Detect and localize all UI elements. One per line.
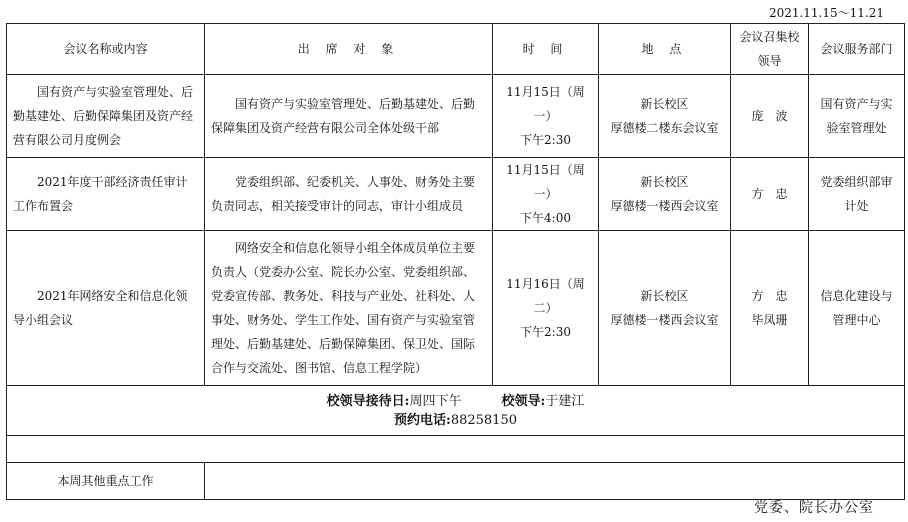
meeting-name: 2021年网络安全和信息化领导小组会议	[7, 231, 205, 386]
meeting-row	[7, 231, 905, 386]
meeting-place	[599, 158, 731, 231]
date-range: 2021.11.15～11.21	[768, 6, 884, 20]
meeting-name: 2021年度干部经济责任审计工作布置会	[7, 158, 205, 231]
header-time: 时 间	[493, 24, 599, 75]
other-work-content	[205, 463, 905, 500]
blank-row	[7, 436, 905, 463]
meeting-attendees: 国有资产与实验室管理处、后勤基建处、后勤保障集团及资产经营有限公司全体处级干部	[205, 75, 493, 158]
reception-leader-value: 于建江	[545, 393, 585, 409]
meeting-dept: 国有资产与实验室管理处	[809, 75, 905, 158]
reception-info	[7, 386, 905, 436]
reception-day-label: 校领导接待日:	[326, 393, 410, 409]
meeting-room: 厚德楼一楼西会议室	[610, 199, 719, 213]
meeting-campus: 新长校区	[640, 289, 689, 303]
meeting-row	[7, 75, 905, 158]
footer-organization: 党委、院长办公室	[754, 500, 874, 516]
meeting-row	[7, 158, 905, 231]
meeting-date: 11月15日（周一）	[506, 163, 585, 201]
reception-row	[7, 386, 905, 436]
meeting-time	[493, 158, 599, 231]
reception-phone-label: 预约电话:	[394, 412, 451, 428]
reception-line-2	[13, 411, 898, 430]
meeting-hour: 下午4:00	[520, 211, 571, 225]
meeting-date: 11月16日（周二）	[506, 277, 585, 315]
reception-line-1	[13, 392, 898, 411]
convener-name: 毕凤珊	[751, 313, 788, 327]
header-name: 会议名称或内容	[7, 24, 205, 75]
reception-day-value: 周四下午	[409, 393, 462, 409]
meeting-campus: 新长校区	[640, 175, 689, 189]
meeting-attendees: 党委组织部、纪委机关、人事处、财务处主要负责同志，相关接受审计的同志，审计小组成员	[205, 158, 493, 231]
header-row	[7, 24, 905, 75]
meeting-dept: 党委组织部审计处	[809, 158, 905, 231]
meeting-hour: 下午2:30	[520, 133, 571, 147]
convener-name: 方 忠	[751, 289, 788, 303]
meeting-attendees: 网络安全和信息化领导小组全体成员单位主要负责人（党委办公室、院长办公室、党委组织部、党委宣传部、教务处、科技与产业处、社科处、人事处、财务处、学生工作处、国有资产与实验室管理处、后勤基建处、后勤保障集团、保卫处、国际合作与交流处、图书馆、信息工程学院）	[205, 231, 493, 386]
meeting-name: 国有资产与实验室管理处、后勤基建处、后勤保障集团及资产经营有限公司月度例会	[7, 75, 205, 158]
meeting-place	[599, 75, 731, 158]
meeting-date: 11月15日（周一）	[506, 85, 585, 123]
meeting-convener	[731, 75, 809, 158]
meeting-time	[493, 231, 599, 386]
meeting-convener	[731, 231, 809, 386]
meeting-room: 厚德楼二楼东会议室	[610, 121, 719, 135]
header-convener: 会议召集校领导	[731, 24, 809, 75]
meeting-campus: 新长校区	[640, 97, 689, 111]
header-attendees: 出 席 对 象	[205, 24, 493, 75]
other-work-label: 本周其他重点工作	[7, 463, 205, 500]
header-dept: 会议服务部门	[809, 24, 905, 75]
reception-phone-value: 88258150	[450, 412, 517, 428]
meeting-dept: 信息化建设与管理中心	[809, 231, 905, 386]
convener-name: 庞 波	[751, 109, 788, 123]
convener-name: 方 忠	[751, 187, 788, 201]
header-place: 地 点	[599, 24, 731, 75]
other-work-row	[7, 463, 905, 500]
meeting-convener	[731, 158, 809, 231]
meeting-room: 厚德楼一楼西会议室	[610, 313, 719, 327]
meeting-hour: 下午2:30	[520, 325, 571, 339]
blank-cell	[7, 436, 905, 463]
meeting-schedule-table	[6, 23, 905, 500]
reception-leader-label: 校领导:	[501, 393, 546, 409]
meeting-place	[599, 231, 731, 386]
meeting-time	[493, 75, 599, 158]
